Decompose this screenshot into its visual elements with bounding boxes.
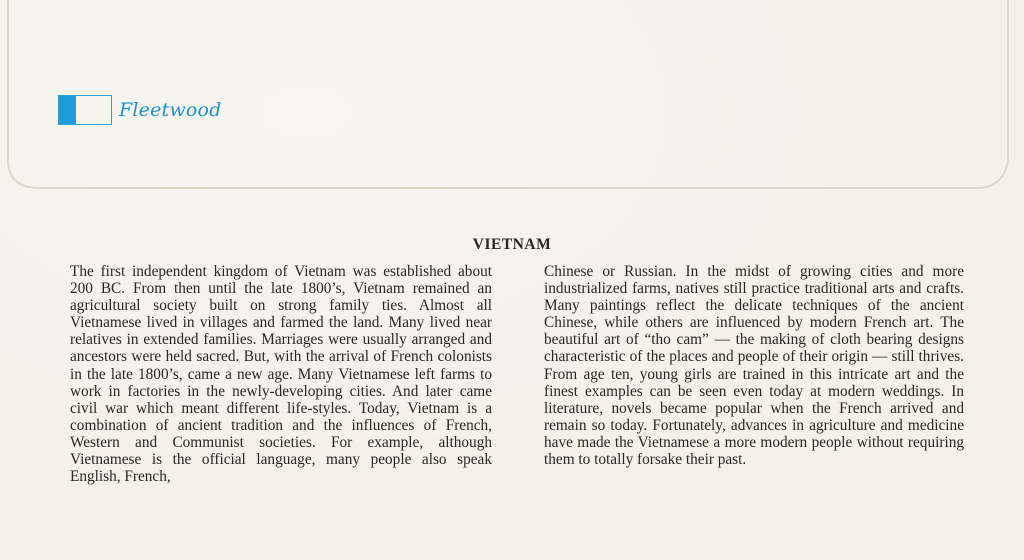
- fleetwood-logo-icon: [58, 95, 112, 125]
- left-column-text: The first independent kingdom of Vietnam was established about 200 BC. From then until the late 1800’s, Vietnam remained an agricultural society built on strong family ties. Almost all Vietnamese lived in villages and farmed the land. Many lived near relatives in extended families. Marriages were usually arranged and ancestors were held sacred. But, with the arrival of French colonists in the late 1800’s, came a new age. Many Vietnamese left farms to work in factories in the newly-developing cities. And later came civil war which meant different life-styles. Today, Vietnam is a combination of ancient tradition and the influences of French, Western and Communist societies. For example, although Vietnamese is the official language, many people also speak English, French,: [70, 263, 492, 486]
- brand-name: Fleetwood: [119, 99, 222, 121]
- article-title: VIETNAM: [472, 236, 552, 253]
- article-left-column: [70, 263, 492, 485]
- article-right-column: [544, 263, 964, 468]
- fleetwood-logo: [58, 94, 222, 126]
- right-column-text: Chinese or Russian. In the midst of growing cities and more industrialized farms, natives still practice traditional arts and crafts. Many paintings reflect the delicate techniques of the ancient Chinese, while others are influenced by modern French art. The beautiful art of “tho cam” — the making of cloth bearing designs characteristic of the places and people of their origin — still thrives. From age ten, young girls are trained in this intricate art and the finest examples can be seen even today at modern weddings. In literature, novels became popular when the French arrived and remain so today. Fortunately, advances in agriculture and medicine have made the Vietnamese a more modern people without requiring them to totally forsake their past.: [544, 263, 964, 469]
